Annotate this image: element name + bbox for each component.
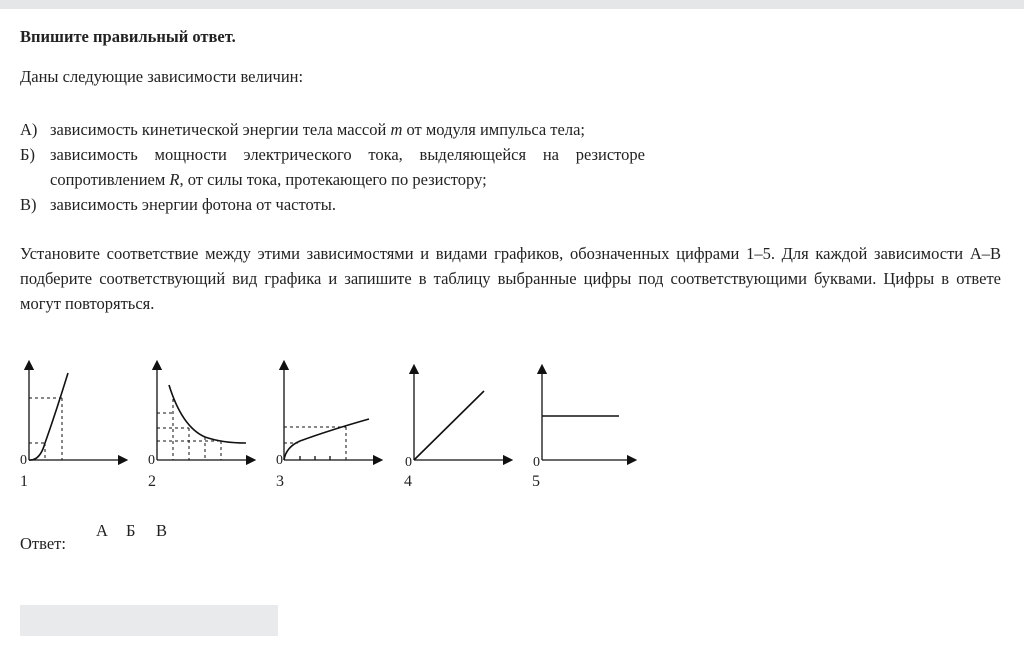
item-label: А) [20,120,38,139]
variable-r: R [169,170,180,189]
variable-m: m [390,120,403,139]
graph-2-origin: 0 [148,453,155,468]
answer-column-b: Б [126,521,136,540]
graph-5-number: 5 [532,473,540,490]
item-text: , от силы тока, протекающего по резистору; [179,170,487,189]
dependency-list [20,117,645,217]
dependency-item-a [20,117,645,142]
answer-column-v: В [156,521,168,540]
answer-column-a: А [96,521,108,540]
graph-1-number: 1 [20,473,28,490]
graph-3-origin: 0 [276,453,283,468]
answer-label: Ответ: [20,534,66,553]
answer-input[interactable] [20,605,278,636]
item-label: Б) [20,145,35,164]
graph-2 [157,365,251,460]
graphs-figure [0,355,700,495]
top-bar [0,0,1024,9]
graph-5 [542,369,632,460]
graph-1 [29,365,123,460]
task-instructions: Установите соответствие между этими зависимостями и видами графиков, обозначенных цифрами 1–5. Для каждой зависимости А–В подберите соответствующий вид графика и запишите в таблицу выбранные цифры под соответствующими буквами. Цифры в ответе могут повторяться. [20,244,1001,313]
item-text: от модуля импульса тела; [402,120,585,139]
graph-4 [414,369,508,460]
item-text: зависимость кинетической энергии тела массой [50,120,391,139]
graph-5-origin: 0 [533,455,540,470]
dependency-item-b [20,142,645,192]
item-label: В) [20,195,37,214]
answer-table-header [96,521,186,541]
graph-4-number: 4 [404,473,412,490]
item-text: зависимость мощности электрического тока, выделяющейся на резисторе сопротивлением [50,145,645,189]
graph-3 [284,365,378,460]
graph-2-number: 2 [148,473,156,490]
graph-3-number: 3 [276,473,284,490]
intro-text: Даны следующие зависимости величин: [20,67,304,86]
item-text: зависимость энергии фотона от частоты. [50,195,336,214]
instruction-heading: Впишите правильный ответ. [20,27,236,46]
dependency-item-v [20,192,645,217]
graph-4-origin: 0 [405,455,412,470]
graph-1-origin: 0 [20,453,27,468]
